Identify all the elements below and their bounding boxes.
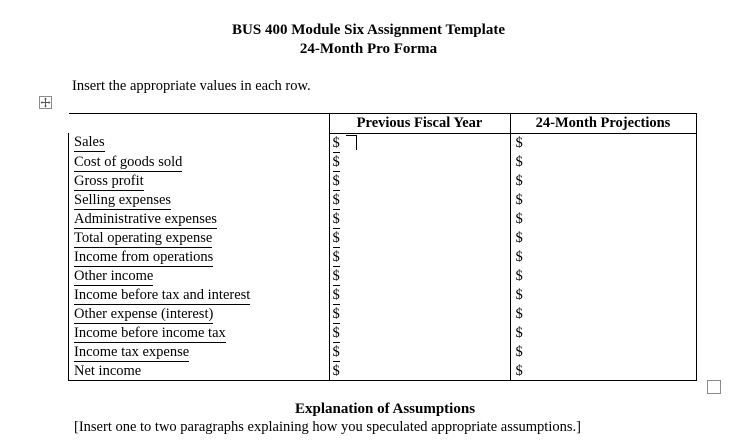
table-row [69,286,697,305]
row-label: Income tax expense [74,343,190,360]
projection-value: $ [515,210,523,227]
projection-cell[interactable] [510,362,696,381]
row-label: Gross profit [74,172,144,189]
previous-year-cell[interactable] [329,286,510,305]
row-label-cell[interactable] [69,343,330,362]
previous-year-cell[interactable] [329,343,510,362]
table-row [69,267,697,286]
pro-forma-table [68,113,697,381]
previous-year-cell[interactable] [329,133,510,153]
projection-cell[interactable] [510,305,696,324]
previous-year-value: $ [332,210,340,227]
projection-cell[interactable] [510,191,696,210]
previous-year-cell[interactable] [329,210,510,229]
row-label: Administrative expenses [74,210,217,227]
projection-value: $ [515,191,523,208]
projection-value: $ [515,229,523,246]
projection-cell[interactable] [510,267,696,286]
header-cell-empty[interactable] [69,114,330,134]
row-label: Cost of goods sold [74,153,183,170]
projection-value: $ [515,324,523,341]
table-resize-handle[interactable] [707,380,721,394]
previous-year-cell[interactable] [329,229,510,248]
previous-year-cell[interactable] [329,305,510,324]
document-title: BUS 400 Module Six Assignment Template [232,22,505,38]
projection-value: $ [515,172,523,189]
previous-year-value: $ [332,324,340,341]
table-header-row [69,114,697,134]
previous-year-cell[interactable] [329,172,510,191]
projection-cell[interactable] [510,153,696,172]
assumptions-body[interactable]: [Insert one to two paragraphs explaining how you speculated appropriate assumptions.] [74,419,581,435]
previous-year-value: $ [332,172,340,189]
row-label-cell[interactable] [69,210,330,229]
projection-value: $ [515,286,523,303]
text-cursor-box [346,135,357,150]
row-label: Other income [74,267,154,284]
row-label: Selling expenses [74,191,172,208]
projection-value: $ [515,362,523,379]
projection-value: $ [515,305,523,322]
projection-value: $ [515,267,523,284]
row-label: Total operating expense [74,229,213,246]
table-row [69,153,697,172]
row-label-cell[interactable] [69,229,330,248]
row-label-cell[interactable] [69,248,330,267]
previous-year-cell[interactable] [329,362,510,381]
previous-year-cell[interactable] [329,191,510,210]
table-row [69,191,697,210]
projection-cell[interactable] [510,248,696,267]
table-row [69,324,697,343]
table-row [69,248,697,267]
header-24-month-projections[interactable]: 24-Month Projections [510,114,696,134]
row-label-cell[interactable] [69,133,330,153]
table-row [69,172,697,191]
projection-cell[interactable] [510,286,696,305]
projection-cell[interactable] [510,133,696,153]
projection-cell[interactable] [510,324,696,343]
table-move-handle-icon[interactable] [39,96,52,109]
table-row [69,229,697,248]
previous-year-value: $ [332,229,340,246]
row-label: Other expense (interest) [74,305,214,322]
row-label-cell[interactable] [69,267,330,286]
previous-year-value: $ [332,248,340,265]
assumptions-heading: Explanation of Assumptions [294,401,476,417]
previous-year-value: $ [332,362,340,379]
row-label: Net income [74,362,142,379]
table-row [69,362,697,381]
previous-year-cell[interactable] [329,248,510,267]
table-row [69,133,697,153]
previous-year-value: $ [332,153,340,170]
previous-year-cell[interactable] [329,324,510,343]
previous-year-cell[interactable] [329,267,510,286]
projection-cell[interactable] [510,172,696,191]
header-previous-fiscal-year[interactable]: Previous Fiscal Year [329,114,510,134]
row-label-cell[interactable] [69,153,330,172]
previous-year-value: $ [332,134,340,151]
projection-cell[interactable] [510,210,696,229]
table-row [69,305,697,324]
table-row [69,343,697,362]
row-label: Income before income tax [74,324,226,341]
instruction-text: Insert the appropriate values in each row. [72,78,311,94]
row-label-cell[interactable] [69,324,330,343]
row-label-cell[interactable] [69,172,330,191]
projection-value: $ [515,153,523,170]
previous-year-value: $ [332,191,340,208]
row-label-cell[interactable] [69,362,330,381]
row-label-cell[interactable] [69,191,330,210]
projection-value: $ [515,343,523,360]
row-label-cell[interactable] [69,305,330,324]
row-label: Sales [74,134,105,150]
projection-cell[interactable] [510,229,696,248]
row-label: Income before tax and interest [74,286,251,303]
document-subtitle: 24-Month Pro Forma [299,41,438,57]
previous-year-value: $ [332,286,340,303]
previous-year-cell[interactable] [329,153,510,172]
table-row [69,210,697,229]
projection-value: $ [515,134,523,151]
row-label-cell[interactable] [69,286,330,305]
row-label: Income from operations [74,248,214,265]
previous-year-value: $ [332,267,340,284]
previous-year-value: $ [332,343,340,360]
previous-year-value: $ [332,305,340,322]
projection-value: $ [515,248,523,265]
projection-cell[interactable] [510,343,696,362]
